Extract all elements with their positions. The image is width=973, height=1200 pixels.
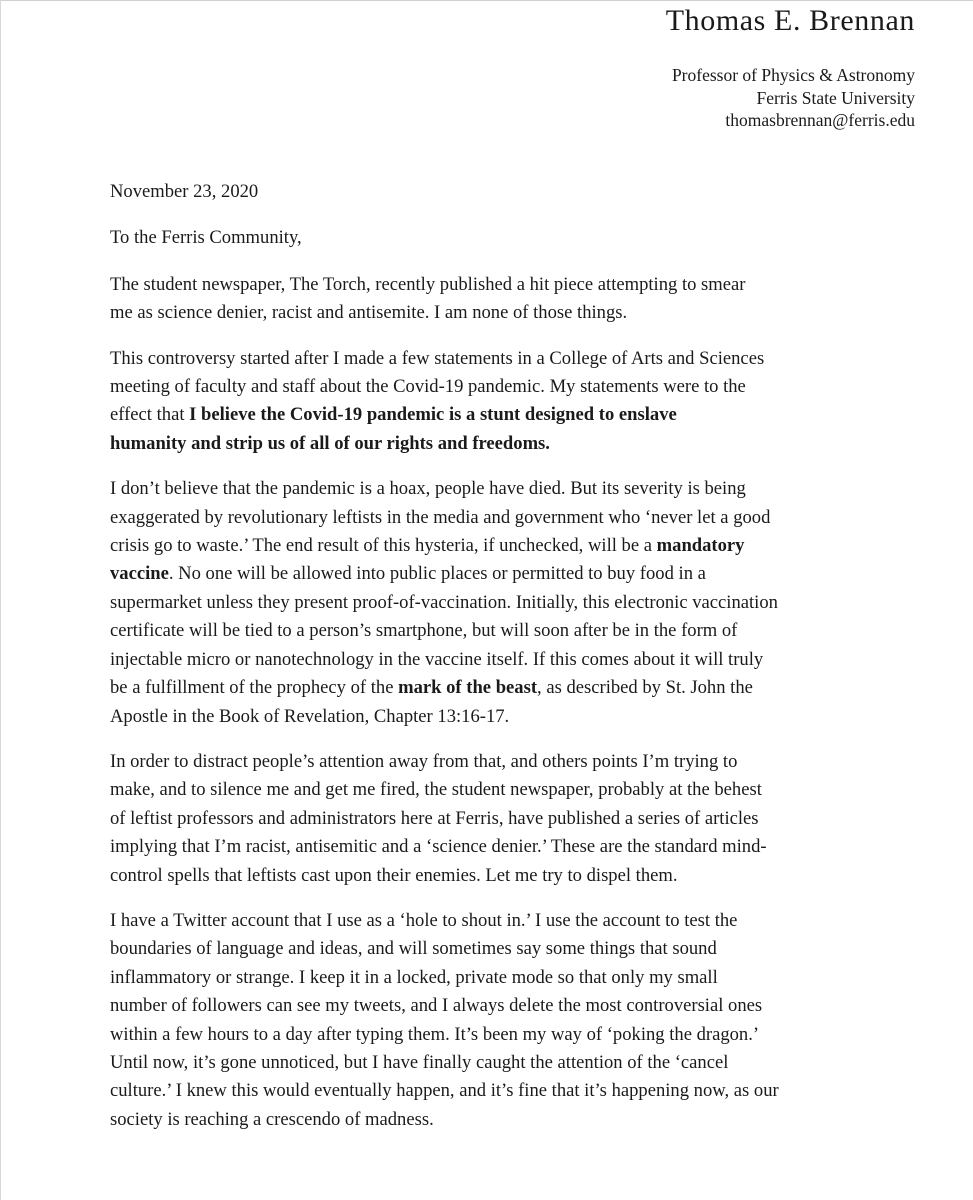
paragraph-line: injectable micro or nanotechnology in the vaccine itself. If this comes about it will truly <box>110 648 764 670</box>
paragraph-line: Until now, it’s gone unnoticed, but I have finally caught the attention of the ‘cancel <box>110 1051 729 1073</box>
text-run: effect that <box>110 404 190 426</box>
paragraph-line: make, and to silence me and get me fired, the student newspaper, probably at the behest <box>110 779 762 801</box>
paragraph-line: me as science denier, racist and antisemite. I am none of those things. <box>110 302 628 324</box>
paragraph-line: I have a Twitter account that I use as a ‘hole to shout in.’ I use the account to test the <box>110 909 738 931</box>
text-run: . No one will be allowed into public places or permitted to buy food in a <box>168 563 706 585</box>
left-border <box>0 0 1 1200</box>
paragraph-line: society is reaching a crescendo of madness. <box>110 1108 434 1130</box>
paragraph-line: number of followers can see my tweets, and I always delete the most controversial ones <box>110 995 763 1017</box>
bold-statement: humanity and strip us of all of our rights and freedoms. <box>110 432 550 454</box>
text-run: crisis go to waste.’ The end result of this hysteria, if unchecked, will be a <box>110 535 657 557</box>
bold-statement: I believe the Covid-19 pandemic is a stunt designed to enslave <box>189 404 677 426</box>
paragraph-line: Apostle in the Book of Revelation, Chapter 13:16-17. <box>110 705 510 727</box>
paragraph-2 <box>110 345 910 459</box>
letter-body <box>110 178 910 1151</box>
paragraph-line: exaggerated by revolutionary leftists in the media and government who ‘never let a good <box>110 506 771 528</box>
letter-salutation: To the Ferris Community, <box>110 227 302 249</box>
paragraph-5 <box>110 907 910 1134</box>
paragraph-line: implying that I’m racist, antisemitic and a ‘science denier.’ These are the standard mind- <box>110 836 767 858</box>
paragraph-line: The student newspaper, The Torch, recently published a hit piece attempting to smear <box>110 273 746 295</box>
paragraph-line <box>110 674 910 702</box>
letter-date: November 23, 2020 <box>110 181 259 202</box>
letterhead-name: Thomas E. Brennan <box>665 4 915 37</box>
paragraph-line <box>110 430 910 458</box>
paragraph-line: certificate will be tied to a person’s smartphone, but will soon after be in the form of <box>110 620 738 642</box>
paragraph-4 <box>110 748 910 890</box>
paragraph-line: boundaries of language and ideas, and will sometimes say some things that sound <box>110 938 717 960</box>
bold-term: mark of the beast <box>398 677 538 699</box>
paragraph-line: inflammatory or strange. I keep it in a locked, private mode so that only my small <box>110 966 718 988</box>
paragraph-line <box>110 401 910 429</box>
paragraph-line: supermarket unless they present proof-of-vaccination. Initially, this electronic vaccination <box>110 591 778 613</box>
paragraph-line: control spells that leftists cast upon their enemies. Let me try to dispel them. <box>110 864 678 886</box>
paragraph-line: This controversy started after I made a few statements in a College of Arts and Sciences <box>110 347 765 369</box>
bold-term: mandatory <box>656 535 745 557</box>
letterhead-info <box>672 64 915 132</box>
paragraph-line: within a few hours to a day after typing them. It’s been my way of ‘poking the dragon.’ <box>110 1023 760 1045</box>
paragraph-line: meeting of faculty and staff about the Covid-19 pandemic. My statements were to the <box>110 376 746 398</box>
letterhead-title: Professor of Physics & Astronomy <box>671 65 915 85</box>
paragraph-line: I don’t believe that the pandemic is a hoax, people have died. But its severity is being <box>110 478 746 500</box>
paragraph-line: In order to distract people’s attention away from that, and others points I’m trying to <box>110 750 738 772</box>
top-border <box>0 0 973 1</box>
text-run: be a fulfillment of the prophecy of the <box>110 677 399 699</box>
bold-term: vaccine <box>110 563 169 585</box>
text-run: , as described by St. John the <box>537 677 753 699</box>
paragraph-line <box>110 532 910 560</box>
paragraph-line: culture.’ I knew this would eventually happen, and it’s fine that it’s happening now, as our <box>110 1080 779 1102</box>
letterhead-email: thomasbrennan@ferris.edu <box>725 110 915 130</box>
paragraph-line: of leftist professors and administrators here at Ferris, have published a series of articles <box>110 807 759 829</box>
paragraph-line <box>110 560 910 588</box>
paragraph-1 <box>110 271 910 328</box>
letterhead-institution: Ferris State University <box>756 87 915 108</box>
paragraph-3 <box>110 475 910 731</box>
